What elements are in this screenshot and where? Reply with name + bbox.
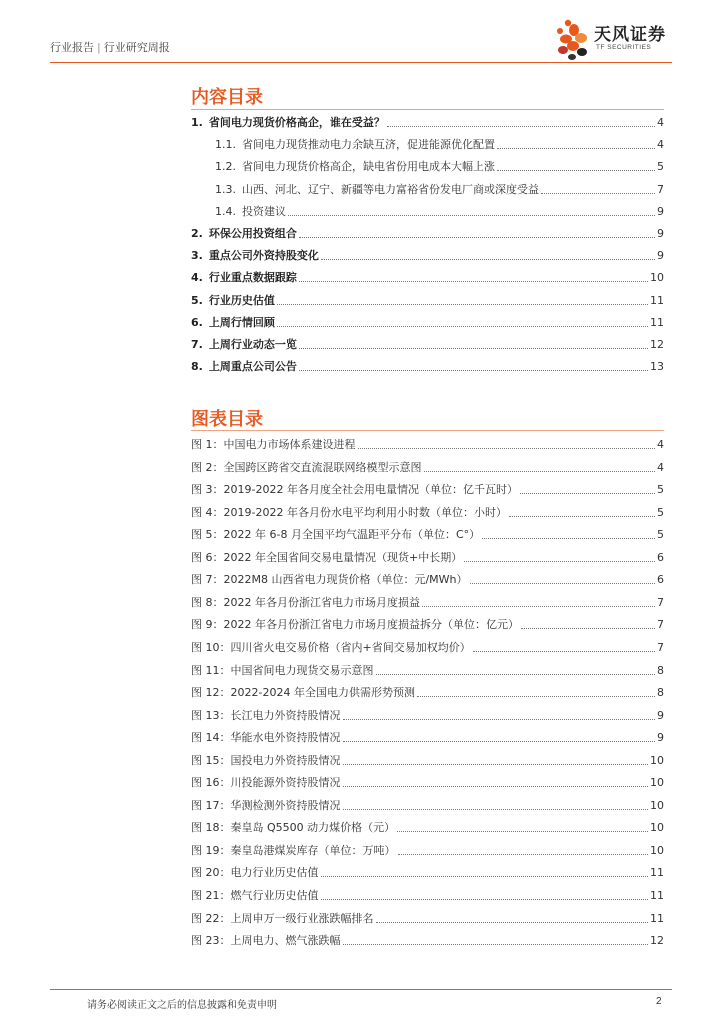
toc-entry[interactable] [191, 243, 664, 263]
footer-disclaimer: 请务必阅读正文之后的信息披露和免责申明 [87, 1000, 277, 1011]
toc-entry-page: 7 [657, 182, 664, 196]
dot-leader [277, 326, 648, 327]
dot-leader [343, 719, 656, 720]
dot-leader [343, 786, 649, 787]
dot-leader [288, 215, 655, 216]
figure-entry-label: 图 4：2019-2022 年各月份水电平均利用小时数（单位：小时） [191, 505, 507, 519]
figure-entry-page: 6 [657, 573, 664, 587]
dot-leader [464, 561, 655, 562]
toc-entry[interactable] [191, 110, 664, 130]
toc-entry-page: 9 [657, 249, 664, 263]
toc-entry-number: 2. [191, 227, 203, 240]
page-header [50, 0, 672, 64]
figure-entry-label: 图 2：全国跨区跨省交直流混联网络模型示意图 [191, 460, 422, 474]
figure-entry-page: 10 [650, 776, 664, 790]
toc-entry-page: 13 [650, 360, 664, 374]
dot-leader [299, 281, 648, 282]
toc-entry-page: 11 [650, 293, 664, 307]
dot-leader [387, 126, 655, 127]
figure-entry-page: 9 [657, 708, 664, 722]
figure-entry-label: 图 21：燃气行业历史估值 [191, 889, 319, 902]
dot-leader [482, 538, 655, 539]
toc-entry-page: 12 [650, 338, 664, 351]
toc-entry-label: 投资建议 [242, 204, 286, 218]
report-category [50, 39, 170, 55]
figure-entry-page: 7 [657, 595, 664, 609]
figure-entry-page: 11 [650, 911, 664, 925]
figure-entry-label: 图 15：国投电力外资持股情况 [191, 753, 341, 767]
toc-entry[interactable] [191, 288, 664, 308]
figure-entry-label: 图 8：2022 年各月份浙江省电力市场月度损益 [191, 595, 420, 609]
dot-leader [343, 764, 649, 765]
dot-leader [397, 831, 648, 832]
figure-entry-page: 6 [657, 550, 664, 564]
figure-entry[interactable] [191, 567, 664, 587]
figure-entry-label: 图 18：秦皇岛 Q5500 动力煤价格（元） [191, 821, 396, 835]
dot-leader [521, 628, 655, 629]
dot-leader [321, 876, 649, 877]
footer-page-number: 2 [656, 996, 662, 1007]
toc-entry-number: 3. [191, 249, 203, 263]
dot-leader [277, 304, 648, 305]
toc-entry-number: 1. [191, 116, 203, 129]
logo-english-name: TF SECURITIES [596, 44, 652, 51]
toc-entry-number: 1.1. [215, 138, 236, 152]
toc-entry-number: 8. [191, 360, 203, 374]
figure-entry-label: 图 9：2022 年各月份浙江省电力市场月度损益拆分（单位：亿元） [191, 618, 519, 632]
figure-entry-page: 10 [650, 798, 664, 812]
figure-entry-page: 5 [657, 483, 664, 497]
figure-entry-label: 图 20：电力行业历史估值 [191, 866, 319, 880]
toc-entry-number: 5. [191, 293, 203, 307]
figure-entry-page: 5 [657, 528, 664, 542]
figure-entry[interactable] [191, 928, 664, 948]
figure-entry-page: 10 [650, 843, 664, 857]
toc-entry[interactable] [191, 310, 664, 330]
toc-entry-number: 7. [191, 338, 203, 351]
toc-entry-number: 4. [191, 271, 203, 285]
figure-entry-label: 图 12：2022-2024 年全国电力供需形势预测 [191, 686, 415, 700]
figure-entry[interactable] [191, 455, 664, 475]
toc-entry-label: 环保公用投资组合 [208, 227, 297, 240]
figure-entry-label: 图 5：2022 年 6-8 月全国平均气温距平分布（单位：C°） [191, 528, 481, 542]
toc-entry[interactable] [215, 132, 664, 152]
figure-entry-page: 7 [657, 640, 664, 654]
figure-entry-label: 图 10：四川省火电交易价格（省内+省间交易加权均价） [191, 640, 471, 654]
toc-entry-page: 9 [657, 204, 664, 218]
figure-entry[interactable] [191, 815, 664, 835]
figure-entry-label: 图 11：中国省间电力现货交易示意图 [191, 663, 374, 677]
figure-entry-page: 10 [650, 753, 664, 767]
dot-leader [497, 148, 655, 149]
dot-leader [509, 516, 655, 517]
figure-entry-label: 图 22：上周申万一级行业涨跌幅排名 [191, 911, 374, 925]
figure-entry[interactable] [191, 906, 664, 926]
figure-entry[interactable] [191, 658, 664, 678]
dot-leader [358, 448, 656, 449]
toc-entry-number: 1.3. [215, 182, 236, 196]
figures-title: 图表目录 [191, 409, 263, 430]
toc-entry[interactable] [191, 221, 664, 241]
figure-entry[interactable] [191, 500, 664, 520]
dot-leader [299, 348, 648, 349]
toc-entry[interactable] [215, 154, 664, 174]
dot-leader [376, 922, 649, 923]
figure-entry-label: 图 1：中国电力市场体系建设进程 [191, 438, 356, 451]
report-subtype: 行业研究周报 [103, 41, 170, 54]
toc-entry-number: 1.4. [215, 204, 236, 218]
toc-entry[interactable] [215, 199, 664, 219]
figure-entry-label: 图 7：2022M8 山西省电力现货价格（单位：元/MWh） [191, 573, 468, 587]
figure-entry-page: 5 [657, 505, 664, 519]
company-logo [554, 17, 672, 63]
dot-leader [497, 170, 655, 171]
header-divider [50, 62, 672, 63]
figure-entry[interactable] [191, 590, 664, 610]
toc-entry[interactable] [215, 177, 664, 197]
toc-entry-label: 重点公司外资持股变化 [208, 249, 319, 263]
figure-entry[interactable] [191, 635, 664, 655]
figure-entry[interactable] [191, 432, 664, 452]
figure-entry-label: 图 23：上周电力、燃气涨跌幅 [191, 934, 341, 948]
figure-entry-page: 8 [657, 686, 664, 700]
figure-entry-label: 图 19：秦皇岛港煤炭库存（单位：万吨） [191, 843, 396, 857]
figure-entry-label: 图 13：长江电力外资持股情况 [191, 708, 341, 722]
toc-entry-page: 4 [657, 138, 664, 152]
figure-entry[interactable] [191, 545, 664, 565]
figure-entry-page: 12 [650, 934, 664, 948]
dot-leader [417, 696, 655, 697]
dot-leader [321, 259, 655, 260]
toc-entry-page: 9 [657, 227, 664, 240]
toc-entry-label: 上周行情回顾 [208, 315, 275, 329]
figure-entry-page: 11 [650, 889, 664, 902]
figure-entry[interactable] [191, 612, 664, 632]
toc-entry-label: 上周重点公司公告 [208, 360, 297, 374]
report-type: 行业报告 [50, 41, 94, 54]
figure-entry-page: 11 [650, 866, 664, 880]
header-separator: | [97, 41, 101, 54]
footer-divider [50, 989, 672, 990]
figure-entry[interactable] [191, 725, 664, 745]
figures-title-underline [191, 430, 664, 431]
dot-leader [343, 741, 656, 742]
dot-leader [299, 237, 655, 238]
figure-entry[interactable] [191, 793, 664, 813]
figure-entry-page: 10 [650, 821, 664, 835]
toc-entry-label: 行业重点数据跟踪 [208, 271, 297, 285]
figure-entry-page: 4 [657, 438, 664, 451]
figure-entry-label: 图 17：华测检测外资持股情况 [191, 798, 341, 812]
flower-logo-icon [554, 17, 594, 61]
toc-entry-label: 省间电力现货价格高企，谁在受益？ [208, 116, 385, 129]
toc-entry-page: 11 [650, 315, 664, 329]
figure-entry-page: 8 [657, 663, 664, 677]
dot-leader [376, 674, 656, 675]
dot-leader [321, 899, 649, 900]
figure-entry-page: 4 [657, 460, 664, 474]
dot-leader [299, 370, 648, 371]
toc-entry[interactable] [191, 265, 664, 285]
figure-entry-page: 7 [657, 618, 664, 632]
figure-entry[interactable] [191, 838, 664, 858]
toc-entry-page: 10 [650, 271, 664, 285]
dot-leader [470, 583, 655, 584]
dot-leader [424, 471, 656, 472]
figure-entry[interactable] [191, 883, 664, 903]
figure-entry[interactable] [191, 770, 664, 790]
toc-entry-number: 6. [191, 315, 203, 329]
figure-entry[interactable] [191, 680, 664, 700]
dot-leader [541, 193, 655, 194]
figure-entry[interactable] [191, 748, 664, 768]
figure-entry-label: 图 14：华能水电外资持股情况 [191, 731, 341, 745]
toc-entry-page: 5 [657, 160, 664, 174]
figure-entry[interactable] [191, 522, 664, 542]
toc-entry-label: 行业历史估值 [208, 293, 275, 307]
dot-leader [398, 854, 649, 855]
dot-leader [422, 606, 655, 607]
dot-leader [473, 651, 655, 652]
figure-entry[interactable] [191, 477, 664, 497]
toc-entry-label: 省间电力现货价格高企，缺电省份用电成本大幅上涨 [242, 160, 495, 174]
figure-entry-label: 图 16：川投能源外资持股情况 [191, 776, 341, 790]
figure-entry-label: 图 3：2019-2022 年各月度全社会用电量情况（单位：亿千瓦时） [191, 483, 518, 497]
toc-entry-label: 省间电力现货推动电力余缺互济，促进能源优化配置 [242, 138, 495, 152]
dot-leader [343, 809, 649, 810]
figure-entry[interactable] [191, 703, 664, 723]
toc-entry-number: 1.2. [215, 160, 236, 174]
figure-entry-page: 9 [657, 731, 664, 745]
dot-leader [343, 944, 649, 945]
toc-entry[interactable] [191, 354, 664, 374]
toc-entry[interactable] [191, 332, 664, 352]
figure-entry[interactable] [191, 860, 664, 880]
dot-leader [520, 493, 655, 494]
toc-entry-label: 山西、河北、辽宁、新疆等电力富裕省份发电厂商或深度受益 [242, 182, 539, 196]
toc-entry-page: 4 [657, 116, 664, 129]
figure-entry-label: 图 6：2022 年全国省间交易电量情况（现货+中长期） [191, 550, 463, 564]
toc-entry-label: 上周行业动态一览 [208, 338, 297, 351]
logo-chinese-name: 天风证券 [594, 25, 666, 45]
toc-title: 内容目录 [191, 87, 263, 108]
